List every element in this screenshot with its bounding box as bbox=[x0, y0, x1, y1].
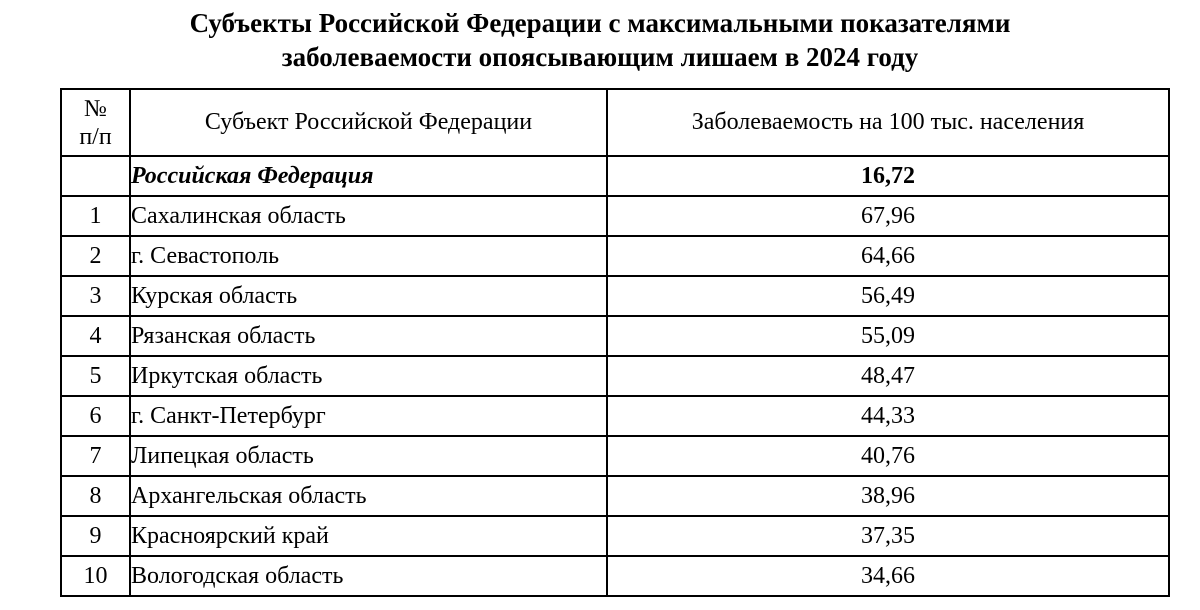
row-rate: 67,96 bbox=[607, 196, 1169, 236]
row-subject: Рязанская область bbox=[130, 316, 607, 356]
table-row-total bbox=[61, 156, 1169, 196]
row-rate: 44,33 bbox=[607, 396, 1169, 436]
row-subject: Вологодская область bbox=[130, 556, 607, 596]
row-rate: 55,09 bbox=[607, 316, 1169, 356]
row-subject: Российская Федерация bbox=[130, 156, 607, 196]
table-row bbox=[61, 436, 1169, 476]
title-line-2: заболеваемости опоясывающим лишаем в 2024 году bbox=[281, 42, 919, 72]
row-number: 9 bbox=[61, 516, 130, 556]
row-number: 1 bbox=[61, 196, 130, 236]
row-number: 8 bbox=[61, 476, 130, 516]
table-row bbox=[61, 516, 1169, 556]
row-subject: Архангельская область bbox=[130, 476, 607, 516]
table-header bbox=[61, 89, 1169, 156]
header-number bbox=[61, 89, 130, 156]
row-subject: Сахалинская область bbox=[130, 196, 607, 236]
row-number: 4 bbox=[61, 316, 130, 356]
table-row bbox=[61, 476, 1169, 516]
table-row bbox=[61, 276, 1169, 316]
row-subject: Липецкая область bbox=[130, 436, 607, 476]
table-row bbox=[61, 556, 1169, 596]
row-subject: Курская область bbox=[130, 276, 607, 316]
row-number bbox=[61, 156, 130, 196]
row-rate: 16,72 bbox=[607, 156, 1169, 196]
table-row bbox=[61, 316, 1169, 356]
header-subject: Субъект Российской Федерации bbox=[130, 89, 607, 156]
row-rate: 48,47 bbox=[607, 356, 1169, 396]
row-rate: 34,66 bbox=[607, 556, 1169, 596]
row-rate: 64,66 bbox=[607, 236, 1169, 276]
row-subject: Красноярский край bbox=[130, 516, 607, 556]
row-number: 5 bbox=[61, 356, 130, 396]
row-rate: 38,96 bbox=[607, 476, 1169, 516]
table-row bbox=[61, 396, 1169, 436]
row-number: 7 bbox=[61, 436, 130, 476]
table-body bbox=[61, 156, 1169, 596]
table-row bbox=[61, 196, 1169, 236]
row-number: 3 bbox=[61, 276, 130, 316]
header-number-abbr: п/п bbox=[79, 123, 112, 150]
row-number: 2 bbox=[61, 236, 130, 276]
header-number-symbol: № bbox=[84, 95, 107, 122]
row-number: 6 bbox=[61, 396, 130, 436]
page-title bbox=[0, 6, 1200, 74]
incidence-table bbox=[60, 88, 1170, 597]
table-row bbox=[61, 356, 1169, 396]
table-row bbox=[61, 236, 1169, 276]
title-line-1: Субъекты Российской Федерации с максимальными показателями bbox=[189, 8, 1011, 38]
header-rate: Заболеваемость на 100 тыс. населения bbox=[607, 89, 1169, 156]
row-number: 10 bbox=[61, 556, 130, 596]
row-subject: г. Севастополь bbox=[130, 236, 607, 276]
row-subject: Иркутская область bbox=[130, 356, 607, 396]
row-rate: 40,76 bbox=[607, 436, 1169, 476]
row-rate: 56,49 bbox=[607, 276, 1169, 316]
row-rate: 37,35 bbox=[607, 516, 1169, 556]
header-row bbox=[61, 89, 1169, 156]
row-subject: г. Санкт-Петербург bbox=[130, 396, 607, 436]
